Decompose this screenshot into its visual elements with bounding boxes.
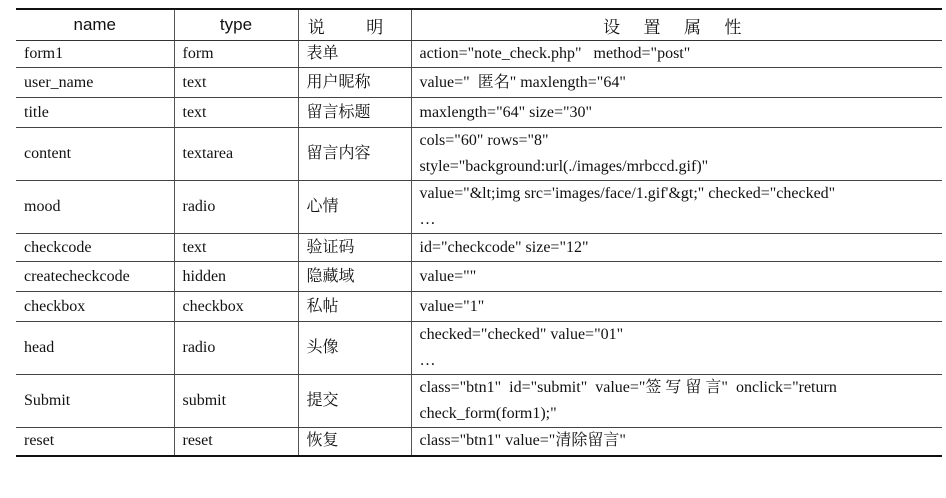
cell-type: submit <box>174 375 298 428</box>
cell-description: 表单 <box>298 41 411 68</box>
table-row <box>16 68 942 98</box>
cell-name: createcheckcode <box>16 262 174 292</box>
table-row <box>16 41 942 68</box>
cell-type: form <box>174 41 298 68</box>
cell-attributes: action="note_check.php" method="post" <box>411 41 942 68</box>
cell-attributes: value="" <box>411 262 942 292</box>
table-row <box>16 234 942 262</box>
table-header-row <box>16 9 942 41</box>
table-row <box>16 322 942 375</box>
cell-description: 心情 <box>298 181 411 234</box>
header-name: name <box>16 9 174 41</box>
table-row <box>16 428 942 456</box>
cell-description: 留言标题 <box>298 98 411 128</box>
cell-attributes: value=" 匿名" maxlength="64" <box>411 68 942 98</box>
cell-type: text <box>174 68 298 98</box>
cell-name: checkbox <box>16 292 174 322</box>
header-type: type <box>174 9 298 41</box>
cell-name: user_name <box>16 68 174 98</box>
form-properties-table <box>16 8 942 457</box>
cell-name: reset <box>16 428 174 456</box>
cell-attributes: maxlength="64" size="30" <box>411 98 942 128</box>
cell-attributes: class="btn1" value="清除留言" <box>411 428 942 456</box>
cell-type: text <box>174 234 298 262</box>
cell-attributes: id="checkcode" size="12" <box>411 234 942 262</box>
cell-attributes: value="1" <box>411 292 942 322</box>
cell-description: 私帖 <box>298 292 411 322</box>
table-row <box>16 181 942 234</box>
cell-attributes: class="btn1" id="submit" value="签 写 留 言" onclick="return check_form(form1);" <box>411 375 942 428</box>
cell-description: 头像 <box>298 322 411 375</box>
cell-type: textarea <box>174 128 298 181</box>
cell-description: 恢复 <box>298 428 411 456</box>
cell-name: content <box>16 128 174 181</box>
cell-name: form1 <box>16 41 174 68</box>
table-row <box>16 98 942 128</box>
cell-type: text <box>174 98 298 128</box>
cell-description: 隐藏域 <box>298 262 411 292</box>
header-attributes: 设 置 属 性 <box>411 9 942 41</box>
cell-attributes: value="&lt;img src='images/face/1.gif'&gt;" checked="checked" … <box>411 181 942 234</box>
cell-attributes: checked="checked" value="01" … <box>411 322 942 375</box>
table-body <box>16 41 942 456</box>
cell-type: radio <box>174 181 298 234</box>
cell-type: radio <box>174 322 298 375</box>
table-row <box>16 128 942 181</box>
cell-name: mood <box>16 181 174 234</box>
cell-description: 用户昵称 <box>298 68 411 98</box>
cell-type: hidden <box>174 262 298 292</box>
cell-description: 验证码 <box>298 234 411 262</box>
cell-name: head <box>16 322 174 375</box>
cell-type: reset <box>174 428 298 456</box>
cell-description: 留言内容 <box>298 128 411 181</box>
cell-name: Submit <box>16 375 174 428</box>
table-row <box>16 375 942 428</box>
cell-name: checkcode <box>16 234 174 262</box>
table-row <box>16 292 942 322</box>
header-description: 说 明 <box>298 9 411 41</box>
cell-attributes: cols="60" rows="8" style="background:url(./images/mrbccd.gif)" <box>411 128 942 181</box>
table-row <box>16 262 942 292</box>
cell-type: checkbox <box>174 292 298 322</box>
cell-description: 提交 <box>298 375 411 428</box>
cell-name: title <box>16 98 174 128</box>
